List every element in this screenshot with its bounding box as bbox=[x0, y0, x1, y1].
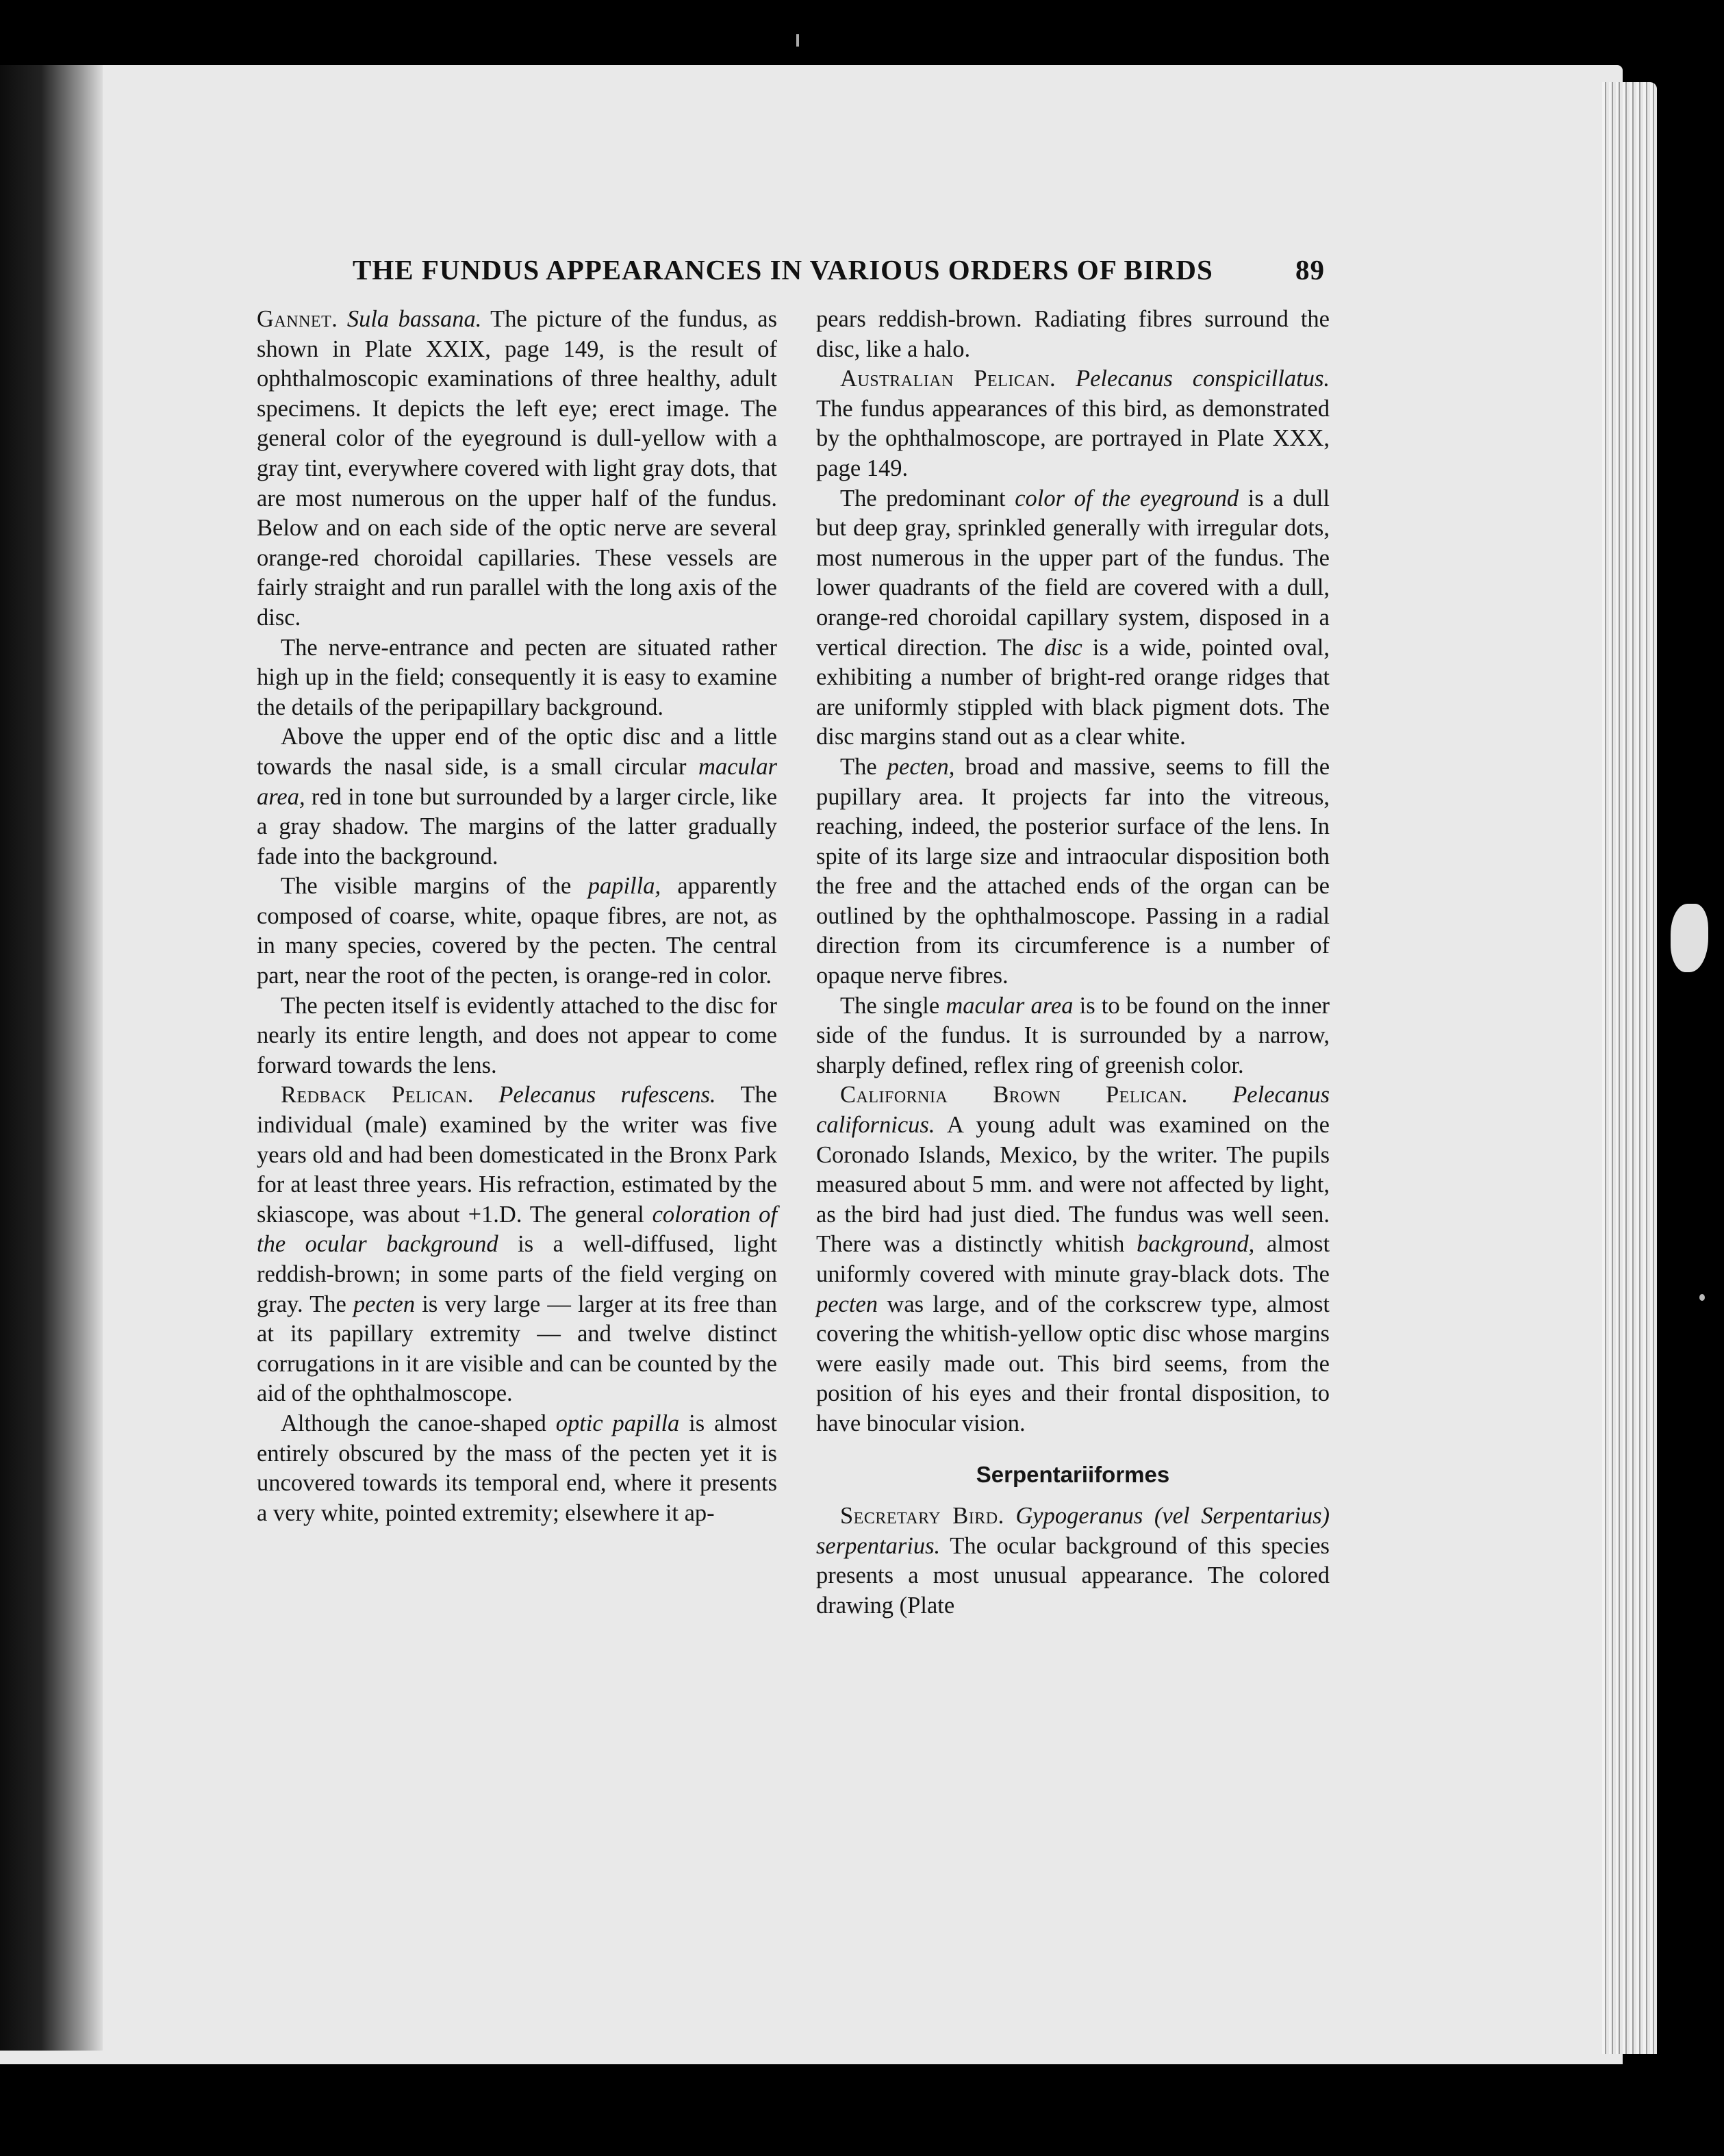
species-latin-name: Gypogeranus (vel Serpentarius) serpentarius. bbox=[816, 1503, 1330, 1559]
book-gutter-left bbox=[0, 65, 103, 2051]
paragraph: Above the upper end of the optic disc and a little towards the nasal side, is a small circular macular area, red in tone but surrounded by a larger circle, like a gray shadow. The margins of the latter gradually fade into the background. bbox=[257, 724, 778, 870]
paragraph-australian-pelican: Australian Pelican. Pelecanus conspicillatus. The fundus appearances of this bird, as demonstrated by the ophthalmoscope, are portrayed in Plate XXX, page 149. bbox=[816, 366, 1330, 481]
paragraph-secretary-bird: Secretary Bird. Gypogeranus (vel Serpentarius) serpentarius. The ocular background of this species presents a most unusual appearance. The colored drawing (Plate bbox=[816, 1503, 1330, 1619]
species-common-name: Secretary Bird. bbox=[840, 1503, 1004, 1530]
species-latin-name: Pelecanus conspicillatus. bbox=[1076, 366, 1330, 392]
paragraph: The visible margins of the papilla, apparently composed of coarse, white, opaque fibres, are not, as in many species, covered by the pecten. The central part, near the root of the pecten, is orange-red in color. bbox=[257, 873, 778, 989]
scan-artifact bbox=[1671, 904, 1708, 972]
section-heading: Serpentariiformes bbox=[976, 1461, 1170, 1487]
paragraph: The predominant color of the eyeground is a dull but deep gray, sprinkled generally with irregular dots, most numerous in the upper part of the fundus. The lower quadrants of the field are covered with a dull, orange-red choroidal capillary system, disposed in a vertical direction. The disc is a wide, pointed oval, exhibiting a number of bright-red orange ridges that are uniformly stippled with black pigment dots. The disc margins stand out as a clear white. bbox=[816, 485, 1330, 750]
species-latin-name: Pelecanus rufescens. bbox=[498, 1082, 716, 1108]
book-page bbox=[0, 65, 1623, 2064]
paragraph-california-brown-pelican: California Brown Pelican. Pelecanus californicus. A young adult was examined on the Coronado Islands, Mexico, by the writer. The pupils measured about 5 mm. and were not affected by light, as the bird had just died. The fundus was well seen. There was a distinctly whitish background, almost uniformly covered with minute gray-black dots. The pecten was large, and of the corkscrew type, almost covering the whitish-yellow optic disc whose margins were easily made out. This bird seems, from the position of his eyes and their frontal disposition, to have binocular vision. bbox=[816, 1082, 1330, 1436]
species-common-name: California Brown Pelican. bbox=[840, 1082, 1188, 1108]
paragraph: The nerve-entrance and pecten are situated rather high up in the field; consequently it is easy to examine the details of the peripapillary background. bbox=[257, 634, 777, 720]
running-header bbox=[353, 253, 1325, 294]
species-common-name: Australian Pelican. bbox=[840, 366, 1056, 392]
running-title: THE FUNDUS APPEARANCES IN VARIOUS ORDERS OF BIRDS bbox=[353, 254, 1213, 286]
species-latin-name: Pelecanus californicus. bbox=[816, 1082, 1330, 1139]
species-latin-name: Sula bassana. bbox=[346, 306, 482, 332]
paragraph: The pecten itself is evidently attached to the disc for nearly its entire length, and does not appear to come forward towards the lens. bbox=[257, 992, 777, 1078]
species-common-name: Gannet. bbox=[257, 306, 338, 332]
paragraph: The pecten, broad and massive, seems to fill the pupillary area. It projects far into the vitreous, reaching, indeed, the posterior surface of the lens. In spite of its large size and intraocular disposition both the free and the attached ends of the organ can be outlined by the ophthalmoscope. Passing in a radial direction from its circumference is a number of opaque nerve fibres. bbox=[816, 753, 1330, 989]
species-common-name: Redback Pelican. bbox=[281, 1082, 474, 1108]
scan-artifact bbox=[1699, 1294, 1705, 1301]
page-edges-right bbox=[1602, 82, 1657, 2054]
right-column bbox=[816, 305, 1330, 1621]
paragraph-gannet: Gannet. Sula bassana. The picture of the fundus, as shown in Plate XXIX, page 149, is the result of ophthalmoscopic examinations of three healthy, adult specimens. It depicts the left eye; erect image. The general color of the eyeground is dull-yellow with a gray tint, everywhere covered with light gray dots, that are most numerous on the upper half of the fundus. Below and on each side of the optic nerve are several orange-red choroidal capillaries. These vessels are fairly straight and run parallel with the long axis of the disc. bbox=[257, 306, 777, 631]
left-column bbox=[257, 305, 777, 1528]
paragraph-redback-pelican: Redback Pelican. Pelecanus rufescens. The individual (male) examined by the writer was five years old and had been domesticated in the Bronx Park for at least three years. His refraction, estimated by the skiascope, was about +1.D. The general coloration of the ocular background is a well-diffused, light reddish-brown; in some parts of the field verging on gray. The pecten is very large — larger at its free than at its papillary extremity — and twelve distinct corrugations in it are visible and can be counted by the aid of the ophthalmoscope. bbox=[257, 1082, 778, 1407]
paragraph: The single macular area is to be found on the inner side of the fundus. It is surrounded by a narrow, sharply defined, reflex ring of greenish color. bbox=[816, 992, 1330, 1078]
paragraph: Although the canoe-shaped optic papilla is almost entirely obscured by the mass of the pecten yet it is uncovered towards its temporal end, where it presents a very white, pointed extremity; elsewhere it ap- bbox=[257, 1410, 777, 1526]
paragraph: pears reddish-brown. Radiating fibres surround the disc, like a halo. bbox=[816, 306, 1330, 362]
scan-artifact bbox=[796, 34, 799, 47]
page-number: 89 bbox=[1295, 254, 1325, 286]
